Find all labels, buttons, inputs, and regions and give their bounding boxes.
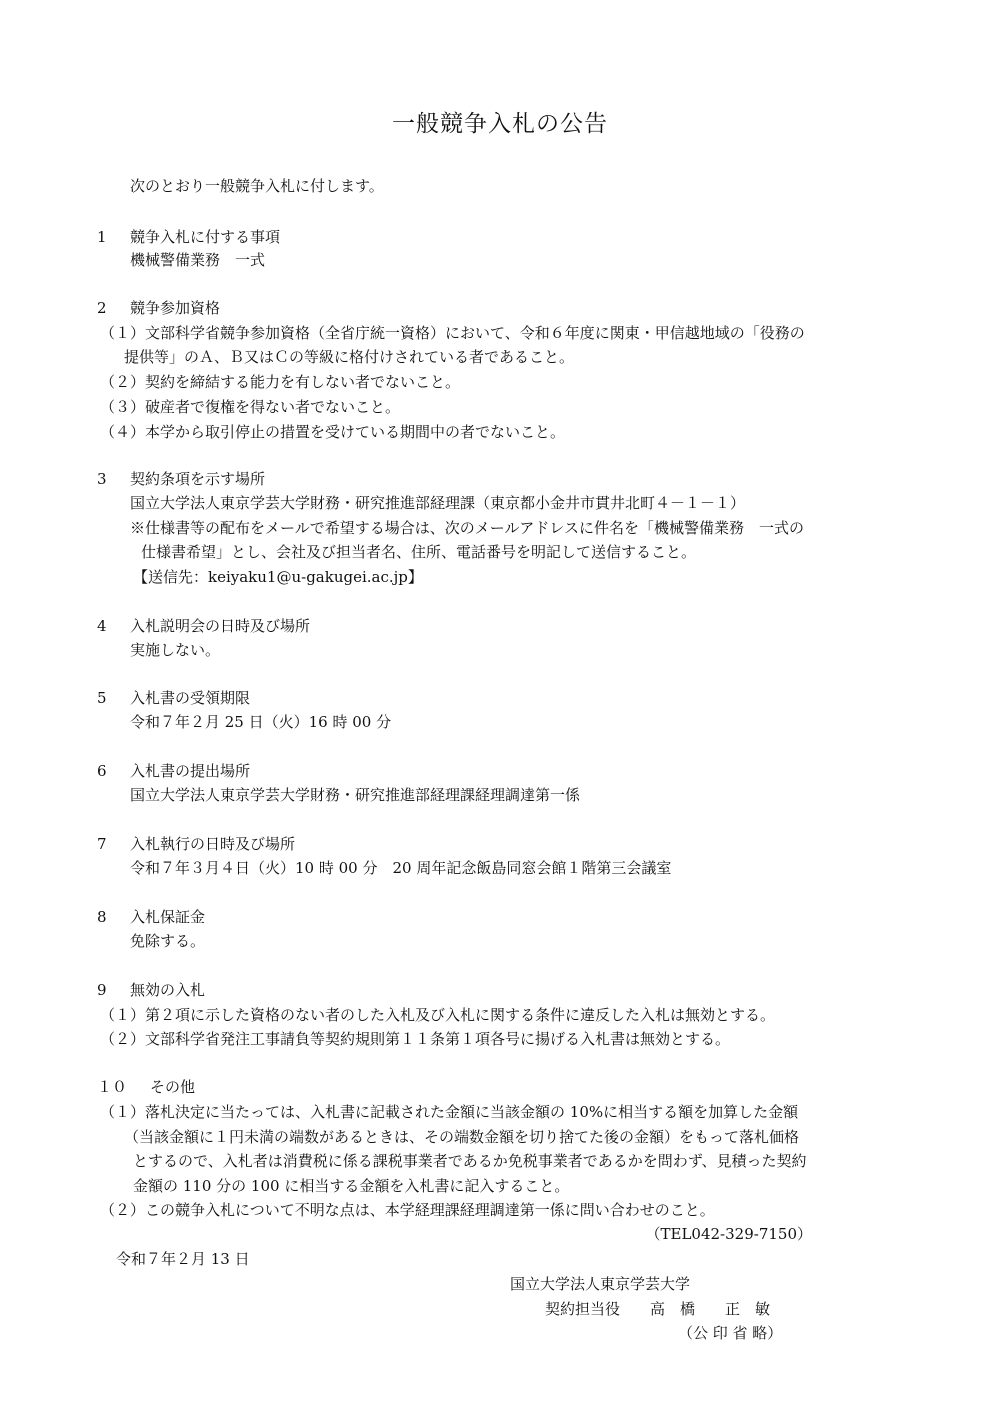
section-3-heading: 契約条項を示す場所 bbox=[130, 470, 266, 488]
issue-date: 令和７年２月 13 日 bbox=[116, 1250, 250, 1268]
section-4-body: 実施しない。 bbox=[130, 641, 221, 659]
section-1-heading: 競争入札に付する事項 bbox=[130, 228, 281, 246]
section-8-number: 8 bbox=[97, 908, 107, 926]
section-10-item-1: （１）落札決定に当たっては、入札書に記載された金額に当該金額の 10%に相当する額を加算した金額 bbox=[100, 1103, 799, 1121]
section-10-number: １０ bbox=[97, 1078, 128, 1096]
section-7-body: 令和７年３月４日（火）10 時 00 分 20 周年記念飯島同窓会館１階第三会議室 bbox=[130, 859, 672, 877]
section-3-note: ※仕様書等の配布をメールで希望する場合は、次のメールアドレスに件名を「機械警備業務 一式の bbox=[130, 519, 804, 537]
section-4-number: 4 bbox=[97, 617, 107, 635]
section-3-number: 3 bbox=[97, 470, 107, 488]
section-2-item-1-cont: 提供等」のＡ、Ｂ又はＣの等級に格付けされている者であること。 bbox=[124, 348, 575, 366]
section-4-heading: 入札説明会の日時及び場所 bbox=[130, 617, 311, 635]
section-9-item-1: （１）第２項に示した資格のない者のした入札及び入札に関する条件に違反した入札は無効とする。 bbox=[100, 1006, 776, 1024]
section-2-number: 2 bbox=[97, 299, 107, 317]
section-9-heading: 無効の入札 bbox=[130, 981, 206, 999]
seal-omitted-note: （公 印 省 略） bbox=[678, 1324, 783, 1342]
contact-tel: （TEL042-329-7150） bbox=[645, 1225, 812, 1243]
section-2-item-2: （２）契約を締結する能力を有しない者でないこと。 bbox=[100, 373, 461, 391]
section-6-number: 6 bbox=[97, 762, 107, 780]
section-6-body: 国立大学法人東京学芸大学財務・研究推進部経理課経理調達第一係 bbox=[130, 786, 581, 804]
section-5-number: 5 bbox=[97, 689, 107, 707]
section-8-body: 免除する。 bbox=[130, 932, 206, 950]
section-3-location: 国立大学法人東京学芸大学財務・研究推進部経理課（東京都小金井市貫井北町４－１－１） bbox=[130, 494, 746, 512]
section-7-heading: 入札執行の日時及び場所 bbox=[130, 835, 296, 853]
section-5-heading: 入札書の受領期限 bbox=[130, 689, 251, 707]
section-3-note-cont: 仕様書希望」とし、会社及び担当者名、住所、電話番号を明記して送信すること。 bbox=[141, 543, 697, 561]
document-title: 一般競争入札の公告 bbox=[392, 111, 608, 137]
section-2-item-1: （１）文部科学省競争参加資格（全省庁統一資格）において、令和６年度に関東・甲信越地域の「役務の bbox=[100, 324, 805, 342]
section-10-item-1-cont-3: 金額の 110 分の 100 に相当する金額を入札書に記入すること。 bbox=[133, 1177, 570, 1195]
intro-text: 次のとおり一般競争入札に付します。 bbox=[130, 177, 384, 195]
section-5-body: 令和７年２月 25 日（火）16 時 00 分 bbox=[130, 713, 392, 731]
section-3-email: 【送信先：keiyaku1@u-gakugei.ac.jp】 bbox=[133, 568, 423, 586]
section-6-heading: 入札書の提出場所 bbox=[130, 762, 251, 780]
contract-officer: 契約担当役 高 橋 正 敏 bbox=[545, 1300, 771, 1318]
section-10-heading: その他 bbox=[150, 1078, 196, 1096]
section-1-body: 機械警備業務 一式 bbox=[130, 251, 266, 269]
section-9-number: 9 bbox=[97, 981, 107, 999]
section-10-item-1-cont-2: とするので、入札者は消費税に係る課税事業者であるか免税事業者であるかを問わず、見積った契約 bbox=[133, 1152, 807, 1170]
section-9-item-2: （２）文部科学省発注工事請負等契約規則第１１条第１項各号に揚げる入札書は無効とする。 bbox=[100, 1030, 731, 1048]
section-10-item-2: （２）この競争入札について不明な点は、本学経理課経理調達第一係に問い合わせのこと。 bbox=[100, 1201, 715, 1219]
section-2-heading: 競争参加資格 bbox=[130, 299, 221, 317]
section-1-number: 1 bbox=[97, 228, 107, 246]
section-2-item-4: （４）本学から取引停止の措置を受けている期間中の者でないこと。 bbox=[100, 423, 566, 441]
section-10-item-1-cont-1: （当該金額に１円未満の端数があるときは、その端数金額を切り捨てた後の金額）をもって落札価格 bbox=[124, 1128, 800, 1146]
section-7-number: 7 bbox=[97, 835, 107, 853]
section-2-item-3: （３）破産者で復権を得ない者でないこと。 bbox=[100, 398, 401, 416]
issuer-organization: 国立大学法人東京学芸大学 bbox=[510, 1275, 691, 1293]
section-8-heading: 入札保証金 bbox=[130, 908, 206, 926]
